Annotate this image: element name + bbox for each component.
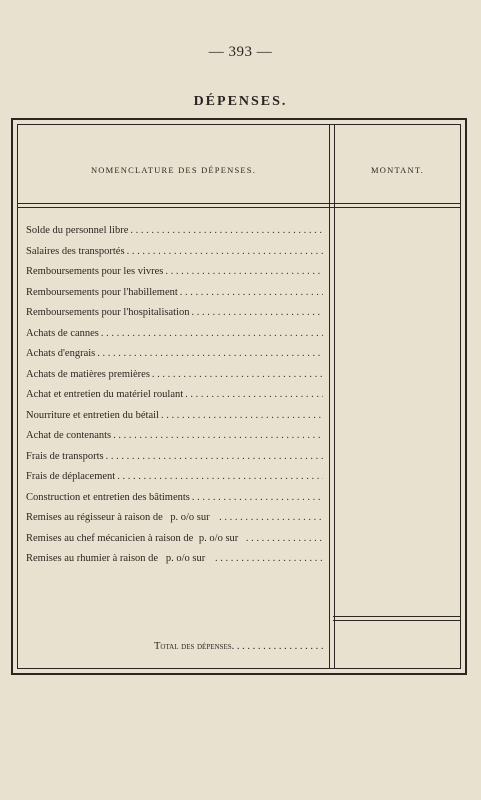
table-row — [18, 328, 329, 349]
leader-dots — [97, 348, 323, 359]
expenses-table — [11, 118, 467, 675]
leader-dots — [246, 533, 323, 544]
header-nomenclature: NOMENCLATURE DES DÉPENSES. — [90, 165, 257, 175]
leader-dots — [106, 451, 323, 462]
table-row — [18, 533, 329, 554]
leader-dots — [232, 641, 323, 652]
table-row — [18, 369, 329, 390]
table-row — [18, 348, 329, 369]
row-label: Achats de matières premières — [26, 368, 150, 380]
table-row — [18, 492, 329, 513]
leader-dots — [180, 287, 323, 298]
leader-dots — [215, 553, 323, 564]
row-label: Achat et entretien du matériel roulant — [26, 389, 184, 400]
row-label: Remboursements pour l'hospitalisation — [26, 307, 190, 318]
leader-dots — [101, 328, 323, 339]
row-label: Frais de déplacement — [26, 471, 116, 482]
row-label: Construction et entretien des bâtiments — [26, 491, 190, 503]
table-row — [18, 225, 329, 246]
header-rule — [18, 203, 460, 208]
header-montant: MONTANT. — [371, 165, 424, 175]
table-inner-border — [17, 124, 461, 669]
row-label: Salaires des transportés — [26, 245, 125, 257]
leader-dots — [185, 389, 323, 400]
leader-dots — [152, 369, 323, 380]
total-label: Total des dépenses — [154, 641, 232, 652]
table-row — [18, 451, 329, 472]
row-label: Achats de cannes — [26, 327, 99, 339]
row-label: Remboursements pour l'habillement — [26, 286, 178, 298]
row-label: Remises au chef mécanicien à raison de — [26, 532, 194, 544]
leader-dots — [191, 307, 323, 318]
row-rate: p. o/o sur — [170, 512, 210, 523]
table-row — [18, 430, 329, 451]
row-label: Achat de contenants — [26, 430, 112, 441]
row-label: Achats d'engrais — [26, 348, 96, 359]
expense-rows — [18, 225, 329, 574]
row-label: Remises au régisseur à raison de — [26, 512, 163, 523]
leader-dots — [161, 410, 323, 421]
total-row — [18, 641, 329, 652]
table-row — [18, 410, 329, 431]
table-row — [18, 287, 329, 308]
table-row — [18, 246, 329, 267]
page-number: — 393 — — [208, 44, 273, 60]
leader-dots — [113, 430, 323, 441]
row-rate: p. o/o sur — [165, 553, 206, 564]
leader-dots — [130, 225, 323, 236]
leader-dots — [127, 246, 323, 257]
leader-dots — [219, 512, 323, 523]
row-label: Solde du personnel libre — [26, 225, 129, 236]
table-row — [18, 471, 329, 492]
page-title: DÉPENSES. — [193, 94, 288, 109]
table-row — [18, 389, 329, 410]
leader-dots — [117, 471, 323, 482]
table-row — [18, 553, 329, 574]
leader-dots — [192, 492, 323, 503]
row-label: Remises au rhumier à raison de — [26, 553, 159, 564]
total-rule — [333, 616, 460, 621]
row-rate: p. o/o sur — [198, 532, 239, 544]
table-row — [18, 307, 329, 328]
row-label: Frais de transports — [26, 450, 104, 462]
row-label: Remboursements pour les vivres — [26, 266, 164, 277]
row-label: Nourriture et entretien du bétail — [26, 409, 159, 421]
table-row — [18, 512, 329, 533]
table-row — [18, 266, 329, 287]
leader-dots — [165, 266, 323, 277]
